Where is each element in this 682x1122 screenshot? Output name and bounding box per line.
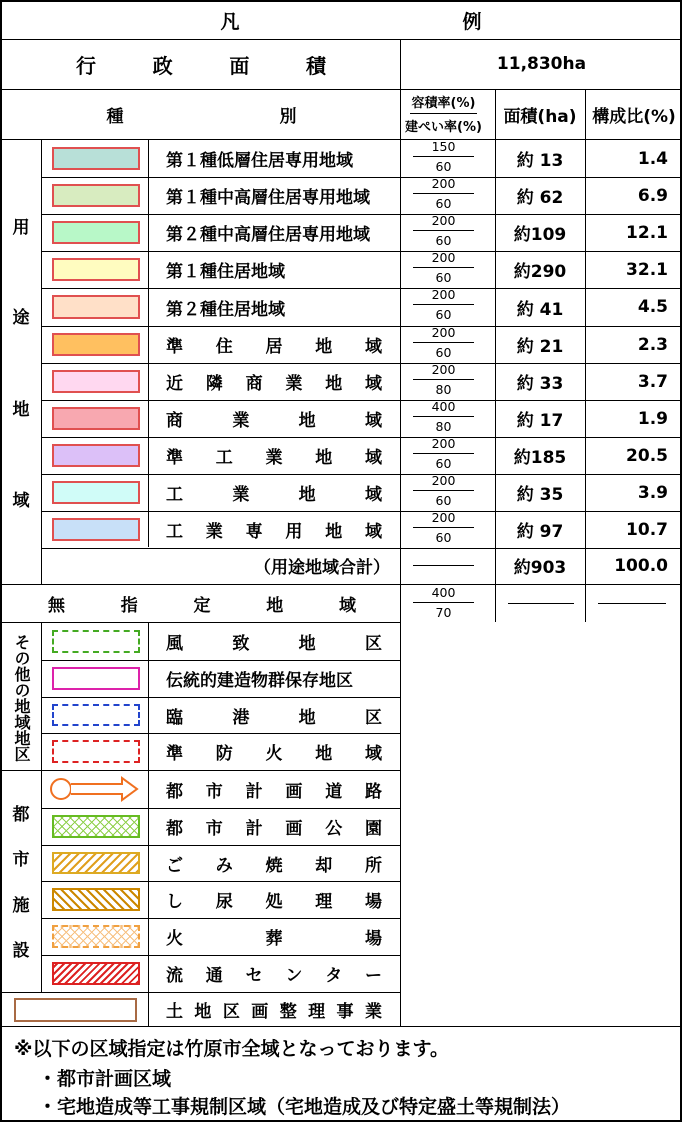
use-district-swatch [52, 184, 140, 207]
undesignated-bcr: 70 [435, 605, 452, 620]
use-district-share: 12.1 [626, 222, 668, 243]
use-district-bcr: 80 [435, 419, 452, 434]
header-area: 面積(ha) [503, 106, 577, 127]
use-district-far: 200 [431, 362, 456, 377]
note-main: ※以下の区域指定は竹原市全域となっております。 [14, 1038, 449, 1060]
use-district-area: 約109 [513, 225, 567, 245]
use-district-ratio [401, 251, 486, 288]
admin-area-label: 行 政 面 積 [76, 53, 326, 78]
use-district-bcr: 60 [435, 307, 452, 322]
use-district-share: 6.9 [637, 185, 668, 206]
facilities-label-3: 施 [12, 895, 30, 916]
use-district-area: 約 35 [516, 485, 564, 505]
use-district-far: 200 [431, 250, 456, 265]
use-district-ratio-bar [413, 527, 474, 528]
use-district-far: 150 [431, 139, 456, 154]
use-district-ratio-bar [413, 379, 474, 380]
facility-name: 火 葬 場 [166, 929, 382, 949]
use-district-swatch [52, 370, 140, 393]
use-district-far: 200 [431, 325, 456, 340]
header-ratio-bcr: 建ぺい率(%) [405, 119, 482, 135]
use-district-label-1: 用 [12, 217, 30, 238]
use-district-name: 第１種中高層住居専用地域 [166, 188, 370, 208]
use-district-swatch [52, 258, 140, 281]
facilities-label-2: 市 [12, 849, 30, 870]
use-district-ratio-bar [413, 416, 474, 417]
use-district-share: 3.7 [637, 371, 668, 392]
undesignated-ratio [401, 585, 486, 621]
use-district-area: 約185 [513, 448, 567, 468]
use-district-ratio [401, 288, 486, 326]
total-share: 100.0 [614, 555, 668, 576]
other-district-name: 風 致 地 区 [166, 634, 382, 654]
use-district-area: 約 62 [516, 188, 564, 208]
land-readjustment-symbol [14, 998, 137, 1022]
use-district-swatch [52, 444, 140, 467]
use-district-area: 約 33 [516, 374, 564, 394]
header-category-char-1: 種 [106, 106, 124, 127]
distribution-hatch-symbol [52, 962, 140, 985]
use-district-bcr: 60 [435, 159, 452, 174]
use-district-ratio [401, 437, 486, 474]
use-district-name: 準 住 居 地 域 [166, 337, 382, 357]
use-district-bcr: 60 [435, 493, 452, 508]
use-district-ratio [401, 140, 486, 177]
header-ratio-far: 容積率(%) [411, 95, 476, 111]
use-district-label-4: 域 [12, 490, 30, 511]
use-district-swatch [52, 333, 140, 356]
undesignated-share-dash [598, 603, 666, 604]
divider [41, 622, 42, 992]
total-label: （用途地域合計） [254, 558, 390, 578]
use-district-bcr: 60 [435, 345, 452, 360]
use-district-share: 2.3 [637, 334, 668, 355]
use-district-swatch [52, 518, 140, 541]
header-ratio-bar [410, 113, 477, 114]
use-district-bcr: 80 [435, 382, 452, 397]
total-ratio-dash [413, 565, 474, 566]
divider [400, 39, 401, 89]
divider [148, 622, 149, 1026]
port-district-symbol [52, 704, 140, 726]
legend-title-char-2: 例 [462, 10, 482, 33]
use-district-ratio [401, 326, 486, 363]
use-district-name: 第２種住居地域 [166, 299, 285, 320]
use-district-area: 約 17 [516, 411, 564, 431]
use-district-ratio-bar [413, 193, 474, 194]
undesignated-ratio-bar [413, 602, 474, 603]
use-district-area: 約 97 [516, 522, 564, 542]
use-district-ratio [401, 363, 486, 400]
use-district-far: 200 [431, 436, 456, 451]
use-district-ratio-bar [413, 304, 474, 305]
use-district-area: 約 41 [516, 299, 564, 320]
use-district-area: 約 21 [516, 337, 564, 357]
legend-title-char-1: 凡 [220, 10, 240, 33]
divider [41, 139, 42, 584]
use-district-bcr: 60 [435, 196, 452, 211]
use-district-ratio-bar [413, 490, 474, 491]
use-district-far: 200 [431, 287, 456, 302]
use-district-swatch [52, 295, 140, 319]
facilities-label-4: 設 [12, 940, 30, 961]
use-district-far: 200 [431, 213, 456, 228]
other-district-label: その他の地域地区 [12, 634, 31, 762]
use-district-share: 1.9 [637, 408, 668, 429]
other-district-name: 準 防 火 地 域 [166, 744, 382, 764]
use-district-swatch [52, 481, 140, 504]
incinerator-hatch-symbol [52, 852, 140, 874]
use-district-ratio-bar [413, 267, 474, 268]
divider [148, 139, 149, 547]
sewage-hatch-symbol [52, 888, 140, 911]
facility-name: し 尿 処 理 場 [166, 892, 382, 912]
other-district-name: 臨 港 地 区 [166, 707, 382, 728]
use-district-swatch [52, 147, 140, 170]
undesignated-area-dash [508, 603, 574, 604]
facility-name: 都 市 計 画 道 路 [166, 782, 382, 802]
use-district-bcr: 60 [435, 233, 452, 248]
use-district-ratio [401, 474, 486, 511]
use-district-label-3: 地 [12, 399, 30, 420]
use-district-share: 32.1 [626, 259, 668, 280]
use-district-share: 1.4 [637, 148, 668, 169]
planned-road-arrow-icon [48, 776, 140, 802]
use-district-ratio [401, 177, 486, 214]
facility-name: 流 通 セ ン タ ー [166, 966, 382, 986]
use-district-swatch [52, 407, 140, 430]
undesignated-label: 無 指 定 地 域 [48, 595, 356, 616]
use-district-ratio-bar [413, 342, 474, 343]
park-crosshatch-symbol [52, 815, 140, 838]
use-district-name: 第２種中高層住居専用地域 [166, 225, 370, 245]
use-district-ratio-bar [413, 230, 474, 231]
use-district-name: 工 業 地 域 [166, 485, 382, 505]
use-district-area: 約 13 [516, 151, 564, 171]
use-district-bcr: 60 [435, 270, 452, 285]
use-district-name: 工 業 専 用 地 域 [166, 522, 382, 542]
use-district-far: 200 [431, 176, 456, 191]
land-readjustment-label: 土 地 区 画 整 理 事 業 [166, 1002, 382, 1022]
use-district-name: 第１種住居地域 [166, 262, 285, 282]
facility-name: ご み 焼 却 所 [166, 855, 382, 876]
admin-area-value: 11,830ha [496, 54, 587, 74]
note-item-2: ・宅地造成等工事規制区域（宅地造成及び特定盛土等規制法） [38, 1096, 571, 1118]
use-district-far: 400 [431, 399, 456, 414]
use-district-label-2: 途 [12, 307, 30, 328]
crematorium-crosshatch-symbol [52, 925, 140, 948]
use-district-bcr: 60 [435, 456, 452, 471]
undesignated-far: 400 [431, 585, 456, 600]
use-district-bcr: 60 [435, 530, 452, 545]
use-district-share: 4.5 [637, 297, 668, 317]
semi-fire-prevention-symbol [52, 740, 140, 763]
use-district-ratio [401, 214, 486, 251]
divider [0, 1026, 682, 1027]
use-district-ratio [401, 511, 486, 548]
facilities-label-1: 都 [12, 804, 30, 825]
use-district-share: 20.5 [626, 445, 668, 466]
note-item-1: ・都市計画区域 [38, 1068, 172, 1090]
use-district-far: 200 [431, 473, 456, 488]
facility-name: 都 市 計 画 公 園 [166, 819, 382, 839]
use-district-name: 近 隣 商 業 地 域 [166, 374, 382, 394]
total-area: 約903 [513, 558, 567, 578]
divider [400, 584, 401, 1026]
use-district-ratio [401, 400, 486, 437]
use-district-ratio-bar [413, 156, 474, 157]
use-district-share: 10.7 [626, 519, 668, 540]
scenic-district-symbol [52, 630, 140, 653]
traditional-buildings-symbol [52, 667, 140, 690]
use-district-area: 約290 [513, 262, 567, 282]
use-district-share: 3.9 [637, 482, 668, 503]
use-district-name: 商 業 地 域 [166, 411, 382, 431]
other-district-name: 伝統的建造物群保存地区 [166, 671, 353, 691]
header-category-char-2: 別 [279, 106, 297, 127]
use-district-swatch [52, 221, 140, 244]
header-share: 構成比(%) [592, 106, 676, 127]
use-district-name: 準 工 業 地 域 [166, 448, 382, 468]
use-district-name: 第１種低層住居専用地域 [166, 151, 353, 171]
use-district-ratio-bar [413, 453, 474, 454]
use-district-far: 200 [431, 510, 456, 525]
